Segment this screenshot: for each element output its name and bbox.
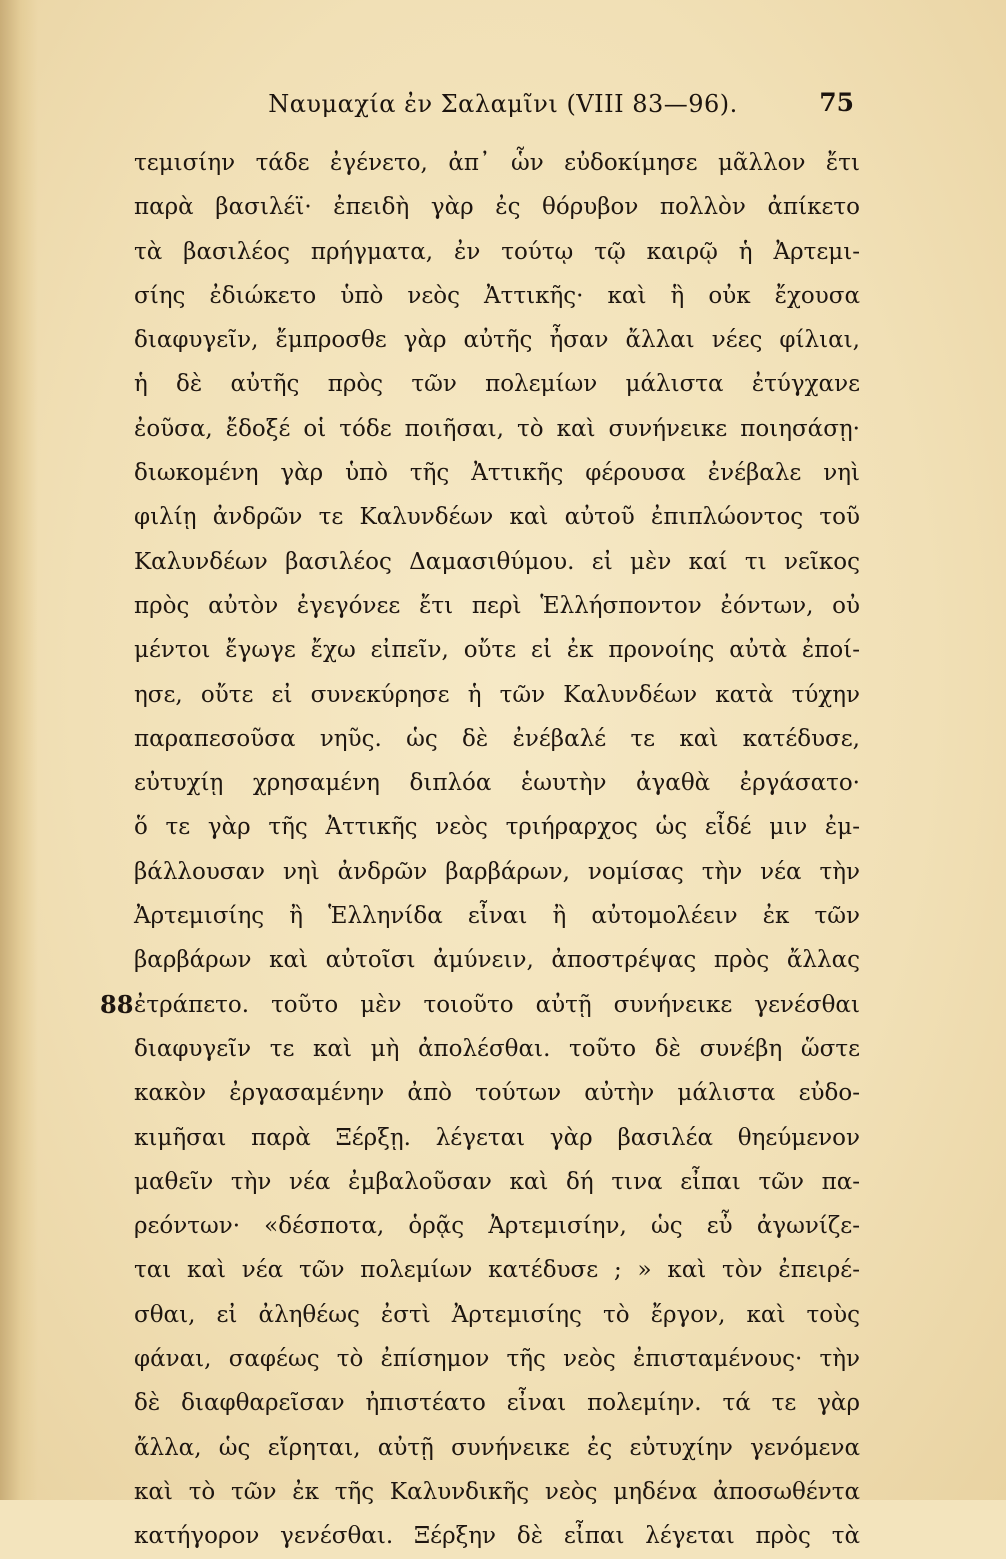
text-line — [134, 805, 860, 849]
text-line — [134, 1204, 860, 1248]
text-line — [134, 584, 860, 628]
text-line-content: διωκομένη γὰρ ὑπὸ τῆς Ἀττικῆς φέρουσα ἐνέβαλε νηὶ — [134, 460, 860, 487]
body-text — [100, 141, 860, 1559]
text-line-content: ησε, οὔτε εἰ συνεκύρησε ἡ τῶν Καλυνδέων κατὰ τύχην — [134, 681, 860, 708]
text-line-content: κιμῆσαι παρὰ Ξέρξῃ. λέγεται γὰρ βασιλέα θηεύμενον — [134, 1124, 860, 1151]
text-line-content: ἐτράπετο. τοῦτο μὲν τοιοῦτο αὐτῇ συνήνεικε γενέσθαι — [134, 991, 860, 1018]
text-line-content: παρὰ βασιλέϊ· ἐπειδὴ γὰρ ἐς θόρυβον πολλὸν ἀπίκετο — [134, 194, 860, 221]
text-line — [134, 894, 860, 938]
text-line — [134, 1426, 860, 1470]
text-line-content: ἐοῦσα, ἔδοξέ οἱ τόδε ποιῆσαι, τὸ καὶ συνήνεικε ποιησάσῃ· — [134, 415, 860, 442]
text-line-content: Ἀρτεμισίης ἢ Ἑλληνίδα εἶναι ἢ αὐτομολέειν ἐκ τῶν — [134, 903, 860, 930]
text-line — [134, 717, 860, 761]
text-line — [134, 628, 860, 672]
text-line — [134, 451, 860, 495]
text-line-content: ρεόντων· «δέσποτα, ὁρᾷς Ἀρτεμισίην, ὡς εὖ ἀγωνίζε- — [134, 1213, 860, 1240]
text-line — [134, 1071, 860, 1115]
text-line — [100, 983, 860, 1027]
text-line-content: ἄλλα, ὡς εἴρηται, αὐτῇ συνήνεικε ἐς εὐτυχίην γενόμενα — [134, 1434, 860, 1461]
text-line — [134, 1470, 860, 1514]
text-line — [134, 362, 860, 406]
text-line-content: Καλυνδέων βασιλέος Δαμασιθύμου. εἰ μὲν καί τι νεῖκος — [134, 548, 860, 575]
text-line — [134, 1293, 860, 1337]
text-line-content: φάναι, σαφέως τὸ ἐπίσημον τῆς νεὸς ἐπισταμένους· τὴν — [134, 1346, 860, 1373]
text-line-content: κακὸν ἐργασαμένην ἀπὸ τούτων αὐτὴν μάλιστα εὐδο- — [134, 1080, 860, 1107]
text-line — [134, 318, 860, 362]
text-line — [134, 407, 860, 451]
text-line-content: μέντοι ἔγωγε ἔχω εἰπεῖν, οὔτε εἰ ἐκ προνοίης αὐτὰ ἐποί- — [134, 637, 860, 664]
text-line-content: δὲ διαφθαρεῖσαν ἠπιστέατο εἶναι πολεμίην. τά τε γὰρ — [134, 1390, 860, 1417]
text-line — [134, 495, 860, 539]
text-line-content: τὰ βασιλέος πρήγματα, ἐν τούτῳ τῷ καιρῷ ἡ Ἀρτεμι- — [134, 238, 860, 265]
text-line-content: σίης ἐδιώκετο ὑπὸ νεὸς Ἀττικῆς· καὶ ἣ οὐκ ἔχουσα — [134, 282, 860, 309]
text-line-content: βαρβάρων καὶ αὐτοῖσι ἀμύνειν, ἀποστρέψας πρὸς ἄλλας — [134, 947, 860, 974]
text-line — [134, 1514, 860, 1558]
text-line — [134, 1337, 860, 1381]
text-line — [134, 141, 860, 185]
text-line — [134, 1381, 860, 1425]
text-line-content: κατήγορον γενέσθαι. Ξέρξην δὲ εἶπαι λέγεται πρὸς τὰ — [134, 1523, 860, 1550]
text-line-content: σθαι, εἰ ἀληθέως ἐστὶ Ἀρτεμισίης τὸ ἔργον, καὶ τοὺς — [134, 1301, 860, 1328]
page-header — [0, 84, 1006, 124]
text-line — [134, 1248, 860, 1292]
margin-section-number: 88 — [100, 989, 134, 1019]
text-line-content: τεμισίην τάδε ἐγένετο, ἀπ᾽ ὧν εὐδοκίμησε μᾶλλον ἔτι — [134, 150, 860, 176]
text-line-content: ται καὶ νέα τῶν πολεμίων κατέδυσε ; » καὶ τὸν ἐπειρέ- — [134, 1257, 860, 1284]
text-line-content: καὶ τὸ τῶν ἐκ τῆς Καλυνδικῆς νεὸς μηδένα ἀποσωθέντα — [134, 1478, 860, 1505]
text-line-content: φιλίῃ ἀνδρῶν τε Καλυνδέων καὶ αὐτοῦ ἐπιπλώοντος τοῦ — [134, 504, 860, 531]
text-line — [134, 274, 860, 318]
text-line-content: ἡ δὲ αὐτῆς πρὸς τῶν πολεμίων μάλιστα ἐτύγχανε — [134, 371, 860, 398]
text-line — [134, 850, 860, 894]
running-title: Ναυμαχία ἐν Σαλαμῖνι (VIII 83—96). — [268, 90, 738, 118]
text-line-content: διαφυγεῖν, ἔμπροσθε γὰρ αὐτῆς ἦσαν ἄλλαι νέες φίλιαι, — [134, 327, 860, 354]
text-line — [134, 540, 860, 584]
text-line-content: πρὸς αὐτὸν ἐγεγόνεε ἔτι περὶ Ἑλλήσποντον ἐόντων, οὐ — [134, 592, 860, 619]
text-line-content: μαθεῖν τὴν νέα ἐμβαλοῦσαν καὶ δή τινα εἶπαι τῶν πα- — [134, 1168, 860, 1195]
text-line-content: βάλλουσαν νηὶ ἀνδρῶν βαρβάρων, νομίσας τὴν νέα τὴν — [134, 858, 860, 885]
text-line — [134, 938, 860, 982]
page-number: 75 — [819, 88, 854, 117]
text-line — [134, 1160, 860, 1204]
text-line — [134, 761, 860, 805]
text-line — [134, 230, 860, 274]
text-line — [134, 673, 860, 717]
text-line-content: παραπεσοῦσα νηῦς. ὡς δὲ ἐνέβαλέ τε καὶ κατέδυσε, — [134, 725, 860, 752]
text-line-content: ὅ τε γὰρ τῆς Ἀττικῆς νεὸς τριήραρχος ὡς εἶδέ μιν ἐμ- — [134, 814, 860, 841]
text-line — [134, 1027, 860, 1071]
text-line-content: διαφυγεῖν τε καὶ μὴ ἀπολέσθαι. τοῦτο δὲ συνέβη ὥστε — [134, 1035, 860, 1062]
text-line — [134, 185, 860, 229]
text-line-content: εὐτυχίῃ χρησαμένη διπλόα ἑωυτὴν ἀγαθὰ ἐργάσατο· — [134, 770, 860, 797]
text-line — [134, 1116, 860, 1160]
